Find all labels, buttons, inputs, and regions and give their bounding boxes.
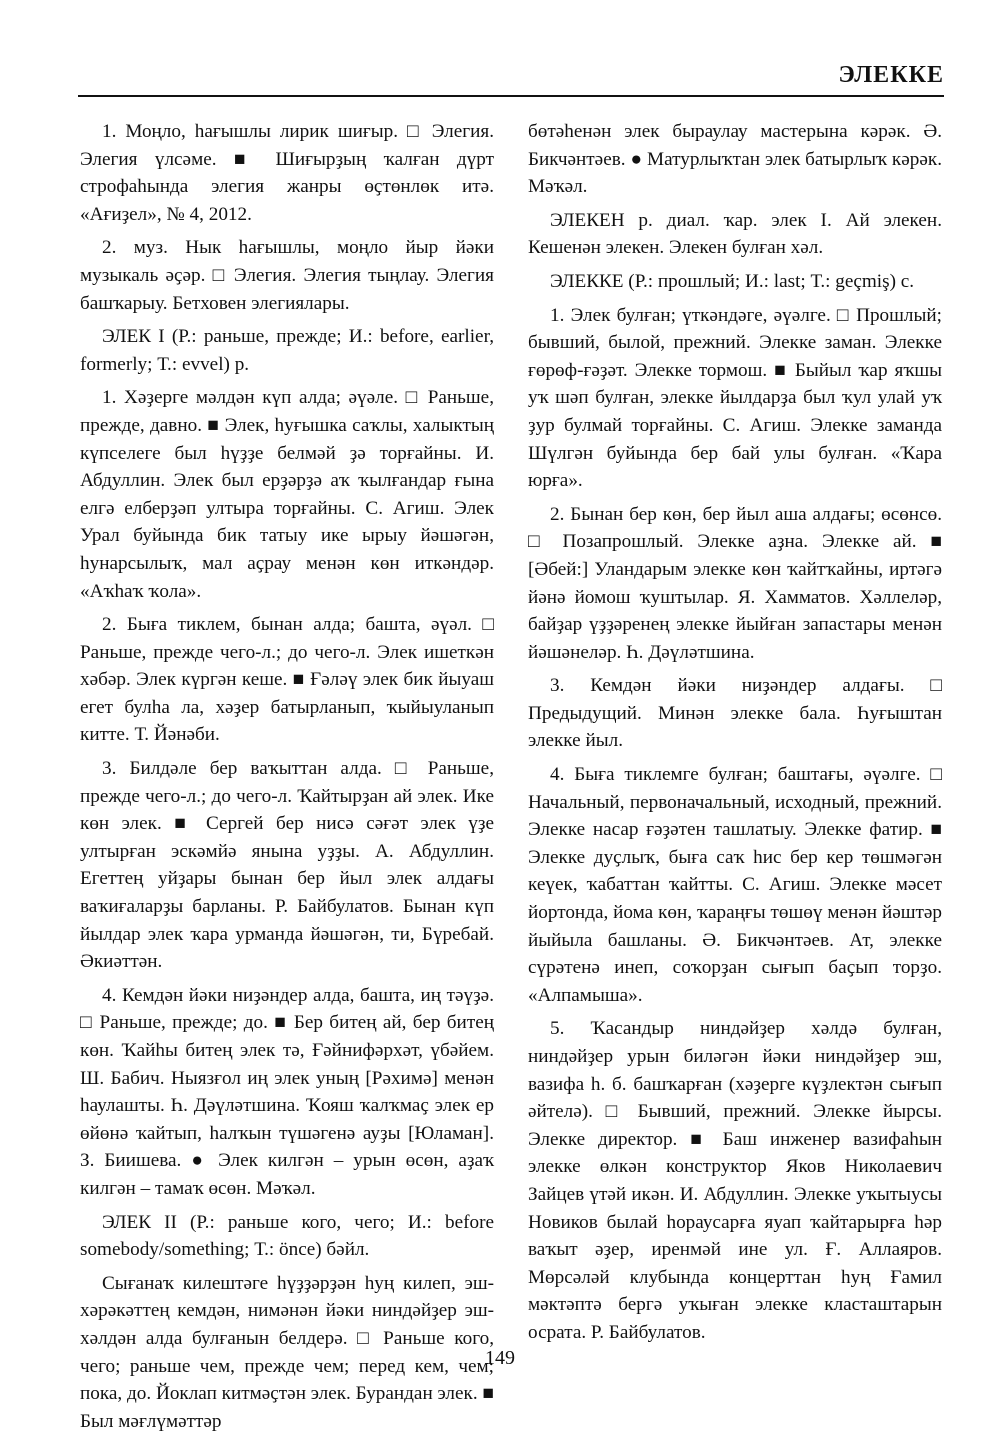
entry-paragraph: 4. Кемдән йәки ниҙәндер алда, башта, иң тәүҙә. □ Раньше, прежде; до. ■ Бер битең ай, бер битең көн. Ҡайһы битең элек тә, Ғәйнифәрхәт, үбәйем. Ш. Бабич. Ныязғол иң элек уның [Рәхимә] менән һаулашты. Һ. Дәүләтшина. Ҡояш ҡалҡмаҫ элек ер өйөнә ҡайтып, һалҡын түшәгенә ауҙы [Юламан]. З. Биишева. ● Элек килгән – урын өсөн, аҙаҡ килгән – тамаҡ өсөн. Мәҡәл. — [80, 984, 494, 1199]
entry-paragraph: 1. Хәҙерге мәлдән күп алда; әүәле. □ Раньше, прежде, давно. ■ Элек, һуғышка саҡлы, халыктың күпселеге был һүҙҙе белмәй ҙә торғайны. И. Абдуллин. Элек был ерҙәрҙә аҡ ҡылғандар ғына елгә елберҙәп ултыра торғайны. С. Агиш. Элек Урал буйында бик татыу ике ырыу йәшәгән, һунарсылыҡ, мал аҫрау менән көн иткәндәр. «Аҡһаҡ ҡола». — [80, 387, 494, 602]
entry-paragraph: 4. Быға тиклемге булған; баштағы, әүәлге. □ Начальный, первоначальный, исходный, прежний. Элекке насар ғәҙәтен ташлатыу. Элекке фатир. ■ Элекке дуҫлыҡ, быға саҡ һис бер кер төшмәгән кеүек, ҡабаттан ҡайтты. С. Агиш. Элекке мәсет йортонда, йома көн, ҡараңғы төшөү менән йәштәр йыйыла башланы. Ә. Бикчәнтәев. Ат, элекке сүрәтенә инеп, соҡорҙан сығып баҫып торҙо. «Алпамыша». — [528, 764, 942, 1006]
entry-paragraph: 2. Бынан бер көн, бер йыл аша алдағы; өсөнсө. □ Позапрошлый. Элекке аҙна. Элекке ай. ■ [Әбей:] Уландарым элекке көн ҡайтҡайны, иртәгә йәнә йомош ҡуштылар. Я. Хамматов. Хәллеләр, байҙар үҙҙәренең элекке йыйған запастары менән йәшәнеләр. Һ. Дәүләтшина. — [528, 503, 942, 663]
entry-paragraph: 2. муз. Нык һағышлы, моңло йыр йәки музыкаль әҫәр. □ Элегия. Элегия тыңлау. Элегия башҡарыу. Бетховен элегиялары. — [80, 237, 494, 314]
header-rule — [78, 95, 944, 97]
left-column — [80, 118, 494, 1441]
entry-paragraph: 3. Кемдән йәки ниҙәндер алдағы. □ Предыдущий. Минән элекке бала. Һуғыштан элекке йыл. — [528, 675, 942, 752]
entry-paragraph: 1. Элек булған; үткәндәге, әүәлге. □ Прошлый; бывший, былой, прежний. Элекке заман. Элекке ғөрөф-ғәҙәт. Элекке тормош. ■ Быйыл ҡар яҡшы уҡ шәп булған, элекке йылдарҙа был ҡул улай уҡ ҙур булмай торғайны. С. Агиш. Элекке заманда Шүлгән буйында бер бай улы булған. «Ҡара юрға». — [528, 304, 942, 492]
entry-headword: ЭЛЕККЕ (Р.: прошлый; И.: last; Т.: geçmiş) с. — [550, 270, 915, 292]
entry-paragraph: Сығанаҡ килештәге һүҙҙәрҙән һуң килеп, эш-хәрәкәттең кемдән, нимәнән йәки ниндәйҙер эш-хәлдән алда булғанын белдерә. □ Раньше кого, чего; раньше чем, прежде чем; перед кем, чем; пока, до. Йоклап китмәҫтән элек. Бурандан элек. ■ Был мәғлүмәттәр — [80, 1272, 494, 1432]
entry-paragraph: 2. Быға тиклем, бынан алда; башта, әүәл. □ Раньше, прежде чего-л.; до чего-л. Элек ишеткән хәбәр. Элек күргән кеше. ■ Ғәләү элек бик йыуаш егет булһа ла, хәҙер батырланып, ҡыйыуланып китте. Т. Йәнәби. — [80, 614, 494, 746]
entry-paragraph: 3. Билдәле бер ваҡыттан алда. □ Раньше, прежде чего-л.; до чего-л. Ҡайтырҙан ай элек. Ике көн элек. ■ Сергей бер нисә сәғәт элек үҙе ултырған эскәмйә янына уҙҙы. А. Абдуллин. Егеттең уйҙары бынан бер йыл элек алдағы ваҡиғаларҙы барланы. Р. Байбулатов. Бынан күп йылдар элек ҡара урманда йәшәгән, ти, Бүребай. Әкиәттән. — [80, 758, 494, 973]
entry-paragraph: 5. Ҡасандыр ниндәйҙер хәлдә булған, ниндәйҙер урын биләгән йәки ниндәйҙер эш, вазифа һ. б. башҡарған (хәҙерге күҙлектән сығып әйтелә). □ Бывший, прежний. Элекке йырсы. Элекке директор. ■ Баш инженер вазифаһын элекке өлкән конструктор Яков Николаевич Зайцев үтәй икән. И. Абдуллин. Элекке уҡытыусы Новиков былай һораусарға яуап ҡайтарырға һәр ваҡыт әҙер, иренмәй ине ул. Ғ. Аллаяров. Мөрсәләй клубында концерттан һуң Ғамил мәктәптә бергә уҡыған элекке класташтарын осрата. Р. Байбулатов. — [528, 1018, 942, 1343]
entry-headword: ЭЛЕКЕН р. диал. ҡар. элек I. Ай элекен. Кешенән элекен. Элекен булған хәл. — [528, 209, 942, 259]
entry-headword: ЭЛЕК I (Р.: раньше, прежде; И.: before, earlier, formerly; Т.: evvel) р. — [80, 326, 494, 375]
right-column — [528, 118, 942, 1353]
entry-paragraph-continued: бөтәһенән элек быраулау мастерына кәрәк. Ә. Бикчәнтәев. ● Матурлыҡтан элек батырлыҡ кәрәк. Мәҡәл. — [528, 121, 942, 198]
page-number: 149 — [485, 1347, 515, 1369]
entry-paragraph: 1. Моңло, һағышлы лирик шиғыр. □ Элегия. Элегия үлсәме. ■ Шиғырҙың ҡалған дүрт строфаһында элегия жанры өҫтөнлөк итә. «Ағиҙел», № 4, 2012. — [80, 121, 494, 225]
running-head: ЭЛЕККЕ — [838, 62, 944, 88]
entry-headword: ЭЛЕК II (Р.: раньше кого, чего; И.: before somebody/something; Т.: önce) бәйл. — [80, 1211, 494, 1261]
